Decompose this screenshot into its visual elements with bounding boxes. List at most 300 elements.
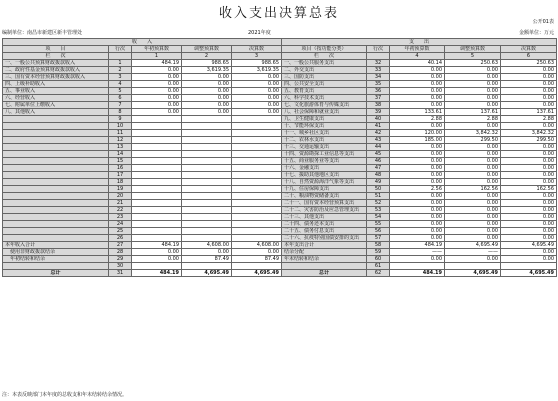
expense-adjusted-cell bbox=[445, 263, 501, 270]
expense-item-cell: 二十四、债务还本支出 bbox=[282, 221, 367, 228]
income-row-no-cell: 3 bbox=[109, 74, 132, 81]
expense-final-cell: 0.00 bbox=[501, 179, 557, 186]
income-row-no-cell: 20 bbox=[109, 193, 132, 200]
table-row bbox=[3, 221, 557, 228]
expense-item-cell: 三、国防支出 bbox=[282, 74, 367, 81]
income-budget-cell bbox=[132, 179, 182, 186]
expense-item-cell: 十六、金融支出 bbox=[282, 165, 367, 172]
form-number: 公开01表 bbox=[532, 19, 554, 25]
expense-budget-cell bbox=[390, 263, 445, 270]
expense-row-no-cell: 59 bbox=[367, 249, 390, 256]
income-row-no-cell: 26 bbox=[109, 235, 132, 242]
expense-final-cell: 137.61 bbox=[501, 109, 557, 116]
expense-adjusted-cell: 2.88 bbox=[445, 116, 501, 123]
income-final-cell: 4,608.00 bbox=[232, 242, 282, 249]
expense-row-no-cell: 60 bbox=[367, 256, 390, 263]
table-row bbox=[3, 242, 557, 249]
income-budget-cell: 0.00 bbox=[132, 81, 182, 88]
income-budget-cell bbox=[132, 200, 182, 207]
table-row bbox=[3, 123, 557, 130]
expense-budget-cell: 133.61 bbox=[390, 109, 445, 116]
expense-item-cell: 四、公共安全支出 bbox=[282, 81, 367, 88]
expense-budget-cell: 0.00 bbox=[390, 221, 445, 228]
column-number: 3 bbox=[232, 53, 282, 60]
expense-final-cell: 0.00 bbox=[501, 193, 557, 200]
income-final-cell: 0.00 bbox=[232, 95, 282, 102]
expense-section-header: 支 出 bbox=[282, 39, 557, 46]
income-budget-cell bbox=[132, 116, 182, 123]
income-row-no-cell: 24 bbox=[109, 221, 132, 228]
expense-final-cell: 0.00 bbox=[501, 165, 557, 172]
income-item-cell: 三、国有资本经营预算财政拨款收入 bbox=[3, 74, 109, 81]
expense-final-cell: 3,842.32 bbox=[501, 130, 557, 137]
income-row-no-cell: 31 bbox=[109, 270, 132, 277]
expense-final-cell: 0.00 bbox=[501, 249, 557, 256]
expense-budget-cell: 0.00 bbox=[390, 172, 445, 179]
income-final-cell bbox=[232, 144, 282, 151]
income-row-no-cell: 7 bbox=[109, 102, 132, 109]
income-adjusted-cell bbox=[182, 158, 232, 165]
expense-row-no-cell: 46 bbox=[367, 158, 390, 165]
expense-adjusted-cell: 0.00 bbox=[445, 228, 501, 235]
income-budget-cell bbox=[132, 228, 182, 235]
expense-adjusted-cell: 0.00 bbox=[445, 144, 501, 151]
expense-budget-cell: —— bbox=[390, 249, 445, 256]
expense-row-no-cell: 37 bbox=[367, 95, 390, 102]
expense-adjusted-header: 调整预算数 bbox=[445, 46, 501, 53]
income-row-no-cell: 14 bbox=[109, 151, 132, 158]
column-header-row bbox=[3, 46, 557, 53]
expense-item-cell: 十二、农林水支出 bbox=[282, 137, 367, 144]
expense-final-cell: 4,695.49 bbox=[501, 242, 557, 249]
expense-budget-cell: 0.00 bbox=[390, 158, 445, 165]
expense-row-no-cell: 57 bbox=[367, 235, 390, 242]
expense-adjusted-cell: 0.00 bbox=[445, 256, 501, 263]
expense-row-no-cell: 36 bbox=[367, 88, 390, 95]
income-adjusted-cell: 0.00 bbox=[182, 74, 232, 81]
expense-adjusted-cell: 137.61 bbox=[445, 109, 501, 116]
expense-item-cell: 二十五、债务付息支出 bbox=[282, 228, 367, 235]
table-row bbox=[3, 67, 557, 74]
expense-adjusted-cell: 0.00 bbox=[445, 193, 501, 200]
table-row bbox=[3, 60, 557, 67]
income-budget-cell bbox=[132, 123, 182, 130]
income-final-cell bbox=[232, 200, 282, 207]
table-row bbox=[3, 228, 557, 235]
expense-budget-header: 年初预算数 bbox=[390, 46, 445, 53]
table-row bbox=[3, 116, 557, 123]
expense-budget-cell: 0.00 bbox=[390, 193, 445, 200]
expense-budget-cell: 120.00 bbox=[390, 130, 445, 137]
expense-row-no-cell: 42 bbox=[367, 130, 390, 137]
income-final-cell bbox=[232, 151, 282, 158]
income-adjusted-cell: 87.49 bbox=[182, 256, 232, 263]
income-budget-cell bbox=[132, 165, 182, 172]
expense-budget-cell: 0.00 bbox=[390, 165, 445, 172]
income-adjusted-cell bbox=[182, 263, 232, 270]
expense-final-cell: 0.00 bbox=[501, 88, 557, 95]
column-number: 2 bbox=[182, 53, 232, 60]
expense-row-no-cell: 62 bbox=[367, 270, 390, 277]
footnote: 注：本表反映部门本年度的总收支和年末结转结余情况。 bbox=[2, 392, 128, 398]
expense-row-no-cell: 38 bbox=[367, 102, 390, 109]
expense-adjusted-cell: 162.56 bbox=[445, 186, 501, 193]
income-row-no-cell: 19 bbox=[109, 186, 132, 193]
income-final-cell: 988.65 bbox=[232, 60, 282, 67]
expense-budget-cell: 0.00 bbox=[390, 81, 445, 88]
income-item-cell: 本年收入合计 bbox=[3, 242, 109, 249]
income-adjusted-cell bbox=[182, 144, 232, 151]
expense-item-cell: 十八、自然资源海洋气象等支出 bbox=[282, 179, 367, 186]
expense-final-cell: 250.63 bbox=[501, 60, 557, 67]
income-item-cell: 总计 bbox=[3, 270, 109, 277]
income-budget-cell bbox=[132, 263, 182, 270]
column-number: 6 bbox=[501, 53, 557, 60]
income-item-cell: 五、事业收入 bbox=[3, 88, 109, 95]
table-row bbox=[3, 130, 557, 137]
expense-adjusted-cell: 0.00 bbox=[445, 81, 501, 88]
table-row bbox=[3, 249, 557, 256]
income-row-no-cell: 29 bbox=[109, 256, 132, 263]
income-final-cell bbox=[232, 165, 282, 172]
income-item-cell: 年初结转和结余 bbox=[3, 256, 109, 263]
expense-final-cell: 162.56 bbox=[501, 186, 557, 193]
income-item-cell bbox=[3, 137, 109, 144]
expense-final-header: 决算数 bbox=[501, 46, 557, 53]
income-final-cell: 0.00 bbox=[232, 88, 282, 95]
income-adjusted-cell bbox=[182, 228, 232, 235]
expense-final-cell: 0.00 bbox=[501, 221, 557, 228]
expense-item-cell: 二十、粮油物资储备支出 bbox=[282, 193, 367, 200]
expense-row-no-cell: 39 bbox=[367, 109, 390, 116]
income-row-no-cell: 28 bbox=[109, 249, 132, 256]
expense-adjusted-cell: 0.00 bbox=[445, 221, 501, 228]
table-row bbox=[3, 144, 557, 151]
expense-final-cell: 0.00 bbox=[501, 81, 557, 88]
expense-budget-cell: 0.00 bbox=[390, 95, 445, 102]
table-row bbox=[3, 214, 557, 221]
income-budget-cell bbox=[132, 144, 182, 151]
income-adjusted-cell bbox=[182, 172, 232, 179]
income-final-cell bbox=[232, 207, 282, 214]
income-final-cell bbox=[232, 235, 282, 242]
table-row bbox=[3, 193, 557, 200]
income-adjusted-cell bbox=[182, 235, 232, 242]
income-adjusted-cell bbox=[182, 151, 232, 158]
expense-adjusted-cell: 0.00 bbox=[445, 95, 501, 102]
expense-item-cell: 六、科学技术支出 bbox=[282, 95, 367, 102]
expense-adjusted-cell: 299.50 bbox=[445, 137, 501, 144]
income-item-cell: 二、政府性基金预算财政拨款收入 bbox=[3, 67, 109, 74]
income-adjusted-cell bbox=[182, 165, 232, 172]
income-row-no-cell: 11 bbox=[109, 130, 132, 137]
expense-final-cell: 0.00 bbox=[501, 151, 557, 158]
currency-unit: 金额单位：万元 bbox=[518, 30, 554, 36]
income-budget-cell: 0.00 bbox=[132, 256, 182, 263]
expense-budget-cell: 40.14 bbox=[390, 60, 445, 67]
income-budget-cell: 0.00 bbox=[132, 102, 182, 109]
expense-budget-cell: 0.00 bbox=[390, 256, 445, 263]
income-final-cell: 4,695.49 bbox=[232, 270, 282, 277]
income-row-no-cell: 18 bbox=[109, 179, 132, 186]
income-item-cell bbox=[3, 179, 109, 186]
income-item-cell bbox=[3, 263, 109, 270]
income-adjusted-cell: 988.65 bbox=[182, 60, 232, 67]
income-adjusted-cell bbox=[182, 214, 232, 221]
expense-adjusted-cell: 0.00 bbox=[445, 67, 501, 74]
expense-adjusted-cell: 0.00 bbox=[445, 207, 501, 214]
expense-adjusted-cell: 0.00 bbox=[445, 151, 501, 158]
expense-budget-cell: 2.56 bbox=[390, 186, 445, 193]
income-adjusted-cell: 3,619.35 bbox=[182, 67, 232, 74]
income-item-cell bbox=[3, 151, 109, 158]
income-row-no-cell: 2 bbox=[109, 67, 132, 74]
expense-row-no-cell: 58 bbox=[367, 242, 390, 249]
income-adjusted-cell bbox=[182, 137, 232, 144]
income-expense-table bbox=[2, 38, 557, 277]
income-final-cell bbox=[232, 193, 282, 200]
expense-item-cell: 本年支出合计 bbox=[282, 242, 367, 249]
income-final-cell: 0.00 bbox=[232, 81, 282, 88]
expense-row-no-cell: 50 bbox=[367, 186, 390, 193]
compiling-unit: 编制单位：南昌市新建区新丰管理处 bbox=[2, 30, 83, 36]
income-adjusted-header: 调整预算数 bbox=[182, 46, 232, 53]
expense-row-no-cell: 61 bbox=[367, 263, 390, 270]
expense-adjusted-cell: 0.00 bbox=[445, 214, 501, 221]
income-final-header: 决算数 bbox=[232, 46, 282, 53]
expense-budget-cell: 484.19 bbox=[390, 242, 445, 249]
expense-row-no-cell: 55 bbox=[367, 221, 390, 228]
expense-row-no-cell: 34 bbox=[367, 74, 390, 81]
expense-row-no-cell: 54 bbox=[367, 214, 390, 221]
income-item-cell: 七、附属单位上缴收入 bbox=[3, 102, 109, 109]
expense-row-no-cell: 32 bbox=[367, 60, 390, 67]
expense-final-cell: 4,695.49 bbox=[501, 270, 557, 277]
income-final-cell bbox=[232, 263, 282, 270]
table-row bbox=[3, 81, 557, 88]
income-budget-cell: 484.19 bbox=[132, 242, 182, 249]
expense-row-no-cell: 44 bbox=[367, 144, 390, 151]
table-row bbox=[3, 207, 557, 214]
expense-row-no-cell: 49 bbox=[367, 179, 390, 186]
expense-final-cell: 2.88 bbox=[501, 116, 557, 123]
expense-item-cell: 结余分配 bbox=[282, 249, 367, 256]
expense-row-no-cell: 35 bbox=[367, 81, 390, 88]
income-row-no-cell: 16 bbox=[109, 165, 132, 172]
income-row-no-cell: 21 bbox=[109, 200, 132, 207]
expense-budget-cell: 185.00 bbox=[390, 137, 445, 144]
income-budget-cell bbox=[132, 151, 182, 158]
expense-adjusted-cell: 0.00 bbox=[445, 235, 501, 242]
expense-budget-cell: 0.00 bbox=[390, 207, 445, 214]
table-row bbox=[3, 186, 557, 193]
table-row bbox=[3, 158, 557, 165]
income-row-no-cell: 22 bbox=[109, 207, 132, 214]
expense-item-cell: 八、社会保障和就业支出 bbox=[282, 109, 367, 116]
income-row-no-cell: 13 bbox=[109, 144, 132, 151]
expense-budget-cell: 0.00 bbox=[390, 200, 445, 207]
expense-final-cell: 0.00 bbox=[501, 256, 557, 263]
expense-item-cell: 年末结转和结余 bbox=[282, 256, 367, 263]
expense-budget-cell: 0.00 bbox=[390, 214, 445, 221]
expense-adjusted-cell: 0.00 bbox=[445, 172, 501, 179]
table-row bbox=[3, 137, 557, 144]
expense-item-cell: 五、教育支出 bbox=[282, 88, 367, 95]
income-item-cell bbox=[3, 214, 109, 221]
expense-adjusted-cell: —— bbox=[445, 249, 501, 256]
income-item-cell bbox=[3, 165, 109, 172]
income-final-cell: 0.00 bbox=[232, 249, 282, 256]
income-adjusted-cell bbox=[182, 200, 232, 207]
expense-item-cell: 十三、交通运输支出 bbox=[282, 144, 367, 151]
expense-budget-cell: 484.19 bbox=[390, 270, 445, 277]
income-budget-cell bbox=[132, 186, 182, 193]
expense-final-cell: 0.00 bbox=[501, 74, 557, 81]
income-budget-cell bbox=[132, 207, 182, 214]
expense-budget-cell: 0.00 bbox=[390, 67, 445, 74]
expense-item-cell: 十五、商业服务业等支出 bbox=[282, 158, 367, 165]
income-final-cell bbox=[232, 214, 282, 221]
income-row-no-cell: 27 bbox=[109, 242, 132, 249]
income-final-cell: 0.00 bbox=[232, 102, 282, 109]
table-row bbox=[3, 256, 557, 263]
expense-item-cell: 二十三、其他支出 bbox=[282, 214, 367, 221]
income-budget-cell: 0.00 bbox=[132, 249, 182, 256]
income-item-cell bbox=[3, 228, 109, 235]
expense-final-cell: 0.00 bbox=[501, 102, 557, 109]
income-budget-cell: 0.00 bbox=[132, 74, 182, 81]
report-title: 收入支出决算总表 bbox=[218, 6, 339, 21]
expense-item-cell: 二十二、灾害防治及应急管理支出 bbox=[282, 207, 367, 214]
expense-budget-cell: 0.00 bbox=[390, 151, 445, 158]
income-budget-cell bbox=[132, 214, 182, 221]
expense-row-no-cell: 48 bbox=[367, 172, 390, 179]
table-row bbox=[3, 263, 557, 270]
income-budget-cell: 0.00 bbox=[132, 95, 182, 102]
income-item-cell bbox=[3, 207, 109, 214]
income-section-header: 收 入 bbox=[3, 39, 282, 46]
expense-item-cell bbox=[282, 263, 367, 270]
expense-item-cell: 十、节能环保支出 bbox=[282, 123, 367, 130]
income-adjusted-cell bbox=[182, 130, 232, 137]
column-number-row bbox=[3, 53, 557, 60]
income-adjusted-cell: 0.00 bbox=[182, 95, 232, 102]
income-adjusted-cell: 0.00 bbox=[182, 81, 232, 88]
expense-item-cell: 总计 bbox=[282, 270, 367, 277]
empty-cell bbox=[367, 53, 390, 60]
expense-item-cell: 十九、住房保障支出 bbox=[282, 186, 367, 193]
income-item-cell: 四、上级补助收入 bbox=[3, 81, 109, 88]
income-budget-header: 年初预算数 bbox=[132, 46, 182, 53]
expense-budget-cell: 0.00 bbox=[390, 123, 445, 130]
table-row bbox=[3, 102, 557, 109]
table-row bbox=[3, 74, 557, 81]
income-adjusted-cell bbox=[182, 193, 232, 200]
income-item-cell bbox=[3, 221, 109, 228]
income-adjusted-cell bbox=[182, 221, 232, 228]
income-budget-cell bbox=[132, 172, 182, 179]
income-item-cell bbox=[3, 123, 109, 130]
expense-budget-cell: 2.88 bbox=[390, 116, 445, 123]
expense-row-no-cell: 56 bbox=[367, 228, 390, 235]
expense-adjusted-cell: 0.00 bbox=[445, 123, 501, 130]
income-row-no-header: 行次 bbox=[109, 46, 132, 53]
income-final-cell bbox=[232, 186, 282, 193]
income-final-cell: 0.00 bbox=[232, 109, 282, 116]
income-row-no-cell: 5 bbox=[109, 88, 132, 95]
income-row-no-cell: 25 bbox=[109, 228, 132, 235]
expense-item-cell: 七、文化旅游体育与传媒支出 bbox=[282, 102, 367, 109]
income-adjusted-cell: 4,695.49 bbox=[182, 270, 232, 277]
expense-adjusted-cell: 4,695.49 bbox=[445, 242, 501, 249]
expense-final-cell: 0.00 bbox=[501, 207, 557, 214]
table-row bbox=[3, 109, 557, 116]
table-row bbox=[3, 200, 557, 207]
income-item-cell bbox=[3, 186, 109, 193]
income-item-cell bbox=[3, 235, 109, 242]
expense-budget-cell: 0.00 bbox=[390, 235, 445, 242]
expense-adjusted-cell: 0.00 bbox=[445, 74, 501, 81]
income-adjusted-cell bbox=[182, 186, 232, 193]
income-row-no-cell: 12 bbox=[109, 137, 132, 144]
expense-final-cell: 0.00 bbox=[501, 67, 557, 74]
income-budget-cell: 484.19 bbox=[132, 270, 182, 277]
income-budget-cell bbox=[132, 137, 182, 144]
expense-budget-cell: 0.00 bbox=[390, 179, 445, 186]
fiscal-year: 2021年度 bbox=[248, 30, 271, 36]
expense-adjusted-cell: 0.00 bbox=[445, 158, 501, 165]
expense-adjusted-cell: 250.63 bbox=[445, 60, 501, 67]
expense-final-cell: 0.00 bbox=[501, 200, 557, 207]
income-adjusted-cell bbox=[182, 123, 232, 130]
income-budget-cell bbox=[132, 158, 182, 165]
section-header-row bbox=[3, 39, 557, 46]
expense-budget-cell: 0.00 bbox=[390, 74, 445, 81]
table-row bbox=[3, 270, 557, 277]
expense-item-cell: 二十一、国有资本经营预算支出 bbox=[282, 200, 367, 207]
expense-adjusted-cell: 0.00 bbox=[445, 200, 501, 207]
expense-final-cell: 299.50 bbox=[501, 137, 557, 144]
income-row-no-cell: 4 bbox=[109, 81, 132, 88]
income-row-no-cell: 6 bbox=[109, 95, 132, 102]
income-budget-cell bbox=[132, 130, 182, 137]
expense-row-no-cell: 53 bbox=[367, 207, 390, 214]
income-item-cell: 使用非财政拨款结余 bbox=[3, 249, 109, 256]
expense-final-cell: 0.00 bbox=[501, 144, 557, 151]
expense-row-no-cell: 41 bbox=[367, 123, 390, 130]
income-colno-label: 栏 次 bbox=[3, 53, 109, 60]
expense-row-no-cell: 52 bbox=[367, 200, 390, 207]
expense-row-no-cell: 43 bbox=[367, 137, 390, 144]
expense-adjusted-cell: 4,695.49 bbox=[445, 270, 501, 277]
income-row-no-cell: 8 bbox=[109, 109, 132, 116]
expense-adjusted-cell: 0.00 bbox=[445, 102, 501, 109]
expense-adjusted-cell: 0.00 bbox=[445, 88, 501, 95]
income-final-cell bbox=[232, 221, 282, 228]
income-budget-cell bbox=[132, 235, 182, 242]
income-final-cell bbox=[232, 228, 282, 235]
expense-row-no-header: 行次 bbox=[367, 46, 390, 53]
income-final-cell bbox=[232, 172, 282, 179]
income-final-cell bbox=[232, 116, 282, 123]
income-adjusted-cell bbox=[182, 179, 232, 186]
expense-item-cell: 十四、资源勘探工业信息等支出 bbox=[282, 151, 367, 158]
income-item-cell bbox=[3, 130, 109, 137]
income-final-cell: 3,619.35 bbox=[232, 67, 282, 74]
income-item-cell: 一、一般公共预算财政拨款收入 bbox=[3, 60, 109, 67]
income-row-no-cell: 9 bbox=[109, 116, 132, 123]
expense-budget-cell: 0.00 bbox=[390, 88, 445, 95]
